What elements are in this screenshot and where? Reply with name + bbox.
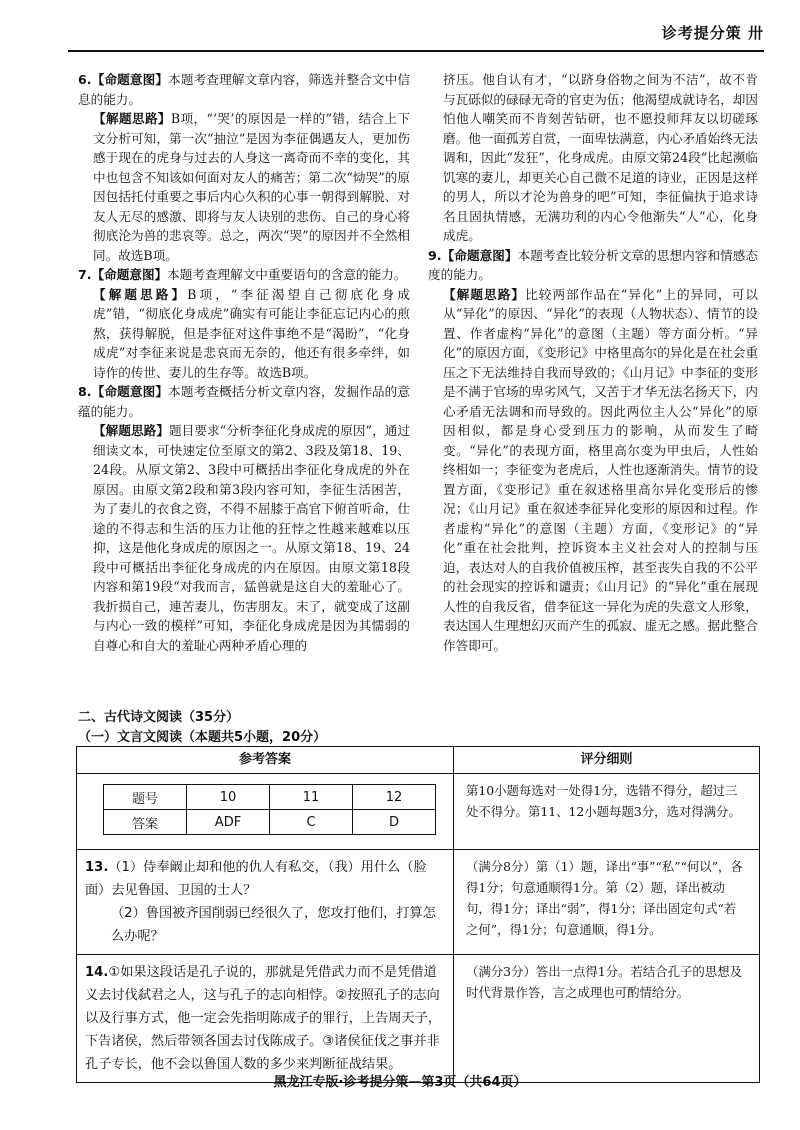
q8-solution-cont [428,70,758,246]
q9-solution [428,285,758,656]
q6-intent [78,70,410,109]
question-number: 13. [85,860,109,875]
mc-rule-cell: 第10小题每选对一处得1分，选错不得分，超过三处不得分。第11、12小题每题3分，选对得满分。 [454,774,760,850]
q13-answer-1: （1）侍奉阚止却和他的仇人有私交，（我）用什么（脸面）去见鲁国、卫国的士人？ [85,860,427,898]
q9-intent-text: 本题考查比较分析文章的思想内容和情感态度的能力。 [428,247,759,282]
brand-title: 诊考提分策 卅 [661,24,764,42]
q14-answer: ①如果这段话是孔子说的，那就是凭借武力而不是凭借道义去讨伐弑君之人，这与孔子的志向相悖。②按照孔子的志向以及行事方式，他一定会先指明陈成子的罪行，上告周天子，下告诸侯，然后带领各国去讨伐陈成子。③诸侯征伐之事并非孔子专长，他不会以鲁国人数的多少来判断征战结果。 [85,965,442,1072]
grid-cell: C [270,810,353,835]
q7-intent-text: 本题考查理解文中重要语句的含意的能力。 [167,267,407,282]
q8-solution-text: 题目要求“分析李征化身成虎的原因”，通过细读文本，可快速定位至原文的第2、3段及第18、19、24段。从原文第2、3段中可概括出李征化身成虎的外在原因。由原文第2段和第3段内容可知，李征生活困苦，为了妻儿的衣食之资，不得不屈膝于高官下俯首听命，仕途的不得志和生活的压力让他的狂悖之性越来越难以压抑，这是他化身成虎的原因之一。从原文第18、19、24段中可概括出李征化身成虎的内在原因。由原文第18段内容和第19段“对我而言，猛兽就是这自大的羞耻心了。我折损自己，連苦妻儿，伤害朋友。末了，就变成了这副与内心一致的模样”可知，李征化身成虎是因为其懦弱的自尊心和自大的羞耻心两种矛盾心理的 [93,423,410,653]
page-footer: 黑龙江专版·诊考提分策—第3页（共64页） [273,1075,527,1090]
tag-label: 【命题意图】 [91,384,169,399]
tag-label: 【解题思路】 [93,423,170,438]
q8-intent-text: 本题考查概括分析文章内容，发掘作品的意蕴的能力。 [78,384,411,419]
q7-solution [78,285,410,383]
q13-rule-cell: （满分8分）第（1）题，译出“事”“私”“何以”，各得1分；句意通顺得1分。第（2）题，译出被动句，得1分；译出“弱”，得1分；译出固定句式“若之何”，得1分；句意通顺，得1分。 [454,850,760,955]
q6-solution-text: B项，“‘哭’的原因是一样的”错，结合上下文分析可知，第一次“抽泣”是因为李征偶遇友人，更加伤感于现在的虎身与过去的人身这一离奇而不幸的变化，其中也包含不知该如何面对友人的痛苦；第二次“恸哭”的原因包括托付重要之事后内心久积的心事一朝得到解脱、对友人无尽的感激、即将与友人诀别的悲伤、自己的身心将彻底沦为兽的悲哀等。总之，两次“哭”的原因并不全然相同。故选B项。 [93,111,411,263]
grid-cell: 11 [270,785,353,810]
q7-solution-text: B项，“李征渴望自己彻底化身成虎”错，“彻底化身成虎”确实有可能让李征忘记内心的煎熬，获得解脱，但是李征对这件事绝不是“渴盼”，“化身成虎”对李征来说是悲哀而无奈的，他还有很多牵绊，如诗作的传世、妻儿的生存等。故选B项。 [93,286,410,380]
q14-answer-cell [77,955,454,1083]
q6-solution [78,109,410,265]
left-column [78,70,410,655]
q9-intent [428,246,758,285]
mc-answers-cell [77,774,454,850]
q13-answer-cell [77,850,454,955]
header-rule [68,50,764,52]
grid-cell: 12 [353,785,436,810]
tag-label: 【命题意图】 [91,72,169,87]
grid-cell: 答案 [104,810,187,835]
mc-answer-grid [103,784,436,835]
subsection-title: （一）文言文阅读（本题共5小题，20分） [78,730,327,745]
answer-table [76,746,760,1083]
tag-label: 【解题思路】 [93,111,171,126]
q9-solution-text: 比较两部作品在“异化”上的异同，可以从“异化”的原因、“异化”的表现（人物状态）、情节的设置、作者虚构“异化”的意图（主题）等方面分析。“异化”的原因方面，《变形记》中格里高尔的异化是在社会重压之下无法维持自我而导致的；《山月记》中李征的变形是不满于官场的卑劣风气，又苦于才华无法名扬天下，内心矛盾无法调和而导致的。因此两位主人公“异化”的原因相似，都是身心受到压力的影响，从而发生了畸变。“异化”的表现方面，格里高尔变为甲虫后，人性始终相如一；李征变为老虎后，人性也逐渐消失。情节的设置方面，《变形记》重在叙述格里高尔异化变形后的惨况；《山月记》重在叙述李征异化变形的原因和过程。作者虚构“异化”的意图（主题）方面，《变形记》的“异化”重在社会批判，控诉资本主义社会对人的控制与压迫，表达对人的自我价值被压榨，甚至丧失自我的不公平的社会现实的控诉和谴责；《山月记》的“异化”重在展现人性的自我反省，借李征这一异化为虎的失意文人形象，表达国人生理想幻灭而产生的孤寂、虚无之感。据此整合作答即可。 [443,286,758,653]
q8-intent [78,382,410,421]
grid-cell: 10 [187,785,270,810]
section-title: 二、古代诗文阅读（35分） [78,710,240,725]
q14-rule-cell: （满分3分）答出一点得1分。若结合孔子的思想及时代背景作答，言之成理也可酌情给分。 [454,955,760,1083]
question-number: 9. [428,247,442,263]
q7-intent [78,265,410,285]
tag-label: 【解题思路】 [93,286,188,302]
grid-cell: 题号 [104,785,187,810]
question-number: 6. [78,72,92,87]
grid-cell: ADF [187,810,270,835]
question-number: 14. [85,965,109,980]
q13-answer-2: （2）鲁国被齐国削弱已经很久了，您攻打他们，打算怎么办呢？ [111,906,436,944]
tag-label: 【命题意图】 [441,247,518,263]
answer-column-header: 参考答案 [77,747,454,774]
tag-label: 【命题意图】 [91,267,168,282]
q6-intent-text: 本题考查理解文章内容，筛选并整合文中信息的能力。 [78,72,411,107]
right-column [428,70,758,655]
q8-solution [78,421,410,655]
rules-column-header: 评分细则 [454,747,760,774]
question-number: 7. [78,267,92,282]
grid-cell: D [353,810,436,835]
q8-solution-cont-text: 挤压。他自认有才，“以跻身俗物之间为不洁”，故不肯与瓦砾似的碌碌无奇的官吏为伍；他渴望成就诗名，却因怕他人嘲笑而不肯刻苦钻研，也不愿投师拜友以切磋琢磨。他一面孤芳自赏，一面卑怯满意，内心矛盾始终无法调和，因此“发狂”，化身成虎。由原文第24段“比起濒临饥寒的妻儿，却更关心自己微不足道的诗业，正因是这样的男人，所以才沦为兽身的吧”可知，李征偏执于追求诗名且固执情感，无满功利的内心令他渐失“人”心，化身成虎。 [443,72,758,243]
tag-label: 【解题思路】 [443,286,526,302]
question-number: 8. [78,384,92,399]
